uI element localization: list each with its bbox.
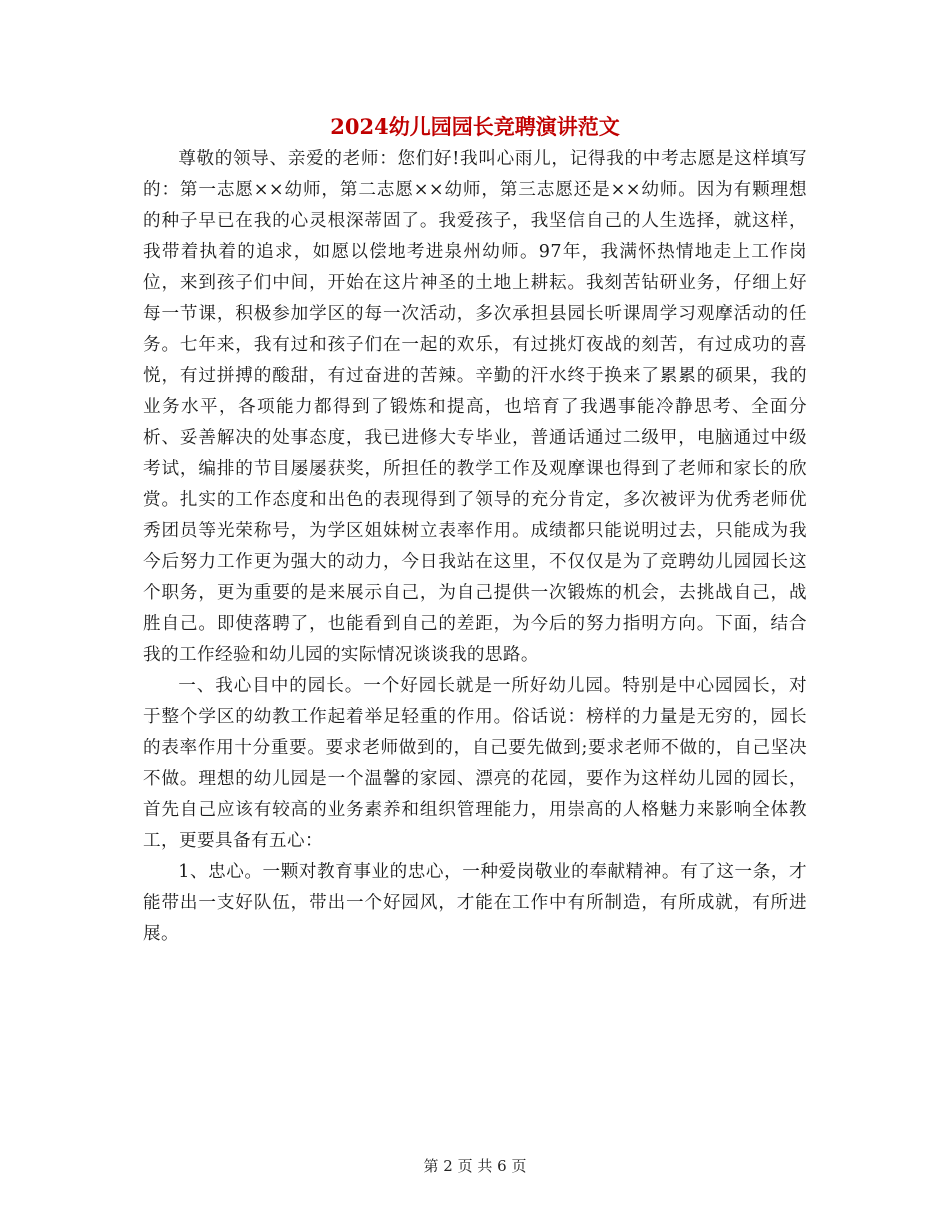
document-body [143,144,807,950]
page-number-footer: 第 2 页 共 6 页 [423,1157,527,1175]
paragraph-intro: 尊敬的领导、亲爱的老师：您们好!我叫心雨儿，记得我的中考志愿是这样填写的：第一志愿××幼师，第二志愿××幼师，第三志愿还是××幼师。因为有颗理想的种子早已在我的心灵根深蒂固了。我爱孩子，我坚信自己的人生选择，就这样，我带着执着的追求，如愿以偿地考进泉州幼师。97年，我满怀热情地走上工作岗位，来到孩子们中间，开始在这片神圣的土地上耕耘。我刻苦钻研业务，仔细上好每一节课，积极参加学区的每一次活动，多次承担县园长听课周学习观摩活动的任务。七年来，我有过和孩子们在一起的欢乐，有过挑灯夜战的刻苦，有过成功的喜悦，有过拼搏的酸甜，有过奋进的苦辣。辛勤的汗水终于换来了累累的硕果，我的业务水平，各项能力都得到了锻炼和提高，也培育了我遇事能冷静思考、全面分析、妥善解决的处事态度，我已进修大专毕业，普通话通过二级甲，电脑通过中级考试，编排的节目屡屡获奖，所担任的教学工作及观摩课也得到了老师和家长的欣赏。扎实的工作态度和出色的表现得到了领导的充分肯定，多次被评为优秀老师优秀团员等光荣称号，为学区姐妹树立表率作用。成绩都只能说明过去，只能成为我今后努力工作更为强大的动力，今日我站在这里，不仅仅是为了竞聘幼儿园园长这个职务，更为重要的是来展示自己，为自己提供一次锻炼的机会，去挑战自己，战胜自己。即使落聘了，也能看到自己的差距，为今后的努力指明方向。下面，结合我的工作经验和幼儿园的实际情况谈谈我的思路。 [143,149,807,665]
document-title: 2024幼儿园园长竞聘演讲范文 [330,114,620,139]
paragraph-ideal-director: 一、我心目中的园长。一个好园长就是一所好幼儿园。特别是中心园园长，对于整个学区的幼教工作起着举足轻重的作用。俗话说：榜样的力量是无穷的，园长的表率作用十分重要。要求老师做到的，自己要先做到;要求老师不做的，自己坚决不做。理想的幼儿园是一个温馨的家园、漂亮的花园，要作为这样幼儿园的园长，首先自己应该有较高的业务素养和组织管理能力，用崇高的人格魅力来影响全体教工，更要具备有五心： [143,676,807,851]
paragraph-loyalty: 1、忠心。一颗对教育事业的忠心，一种爱岗敬业的奉献精神。有了这一条，才能带出一支好队伍，带出一个好园风，才能在工作中有所制造，有所成就，有所进展。 [143,862,807,944]
